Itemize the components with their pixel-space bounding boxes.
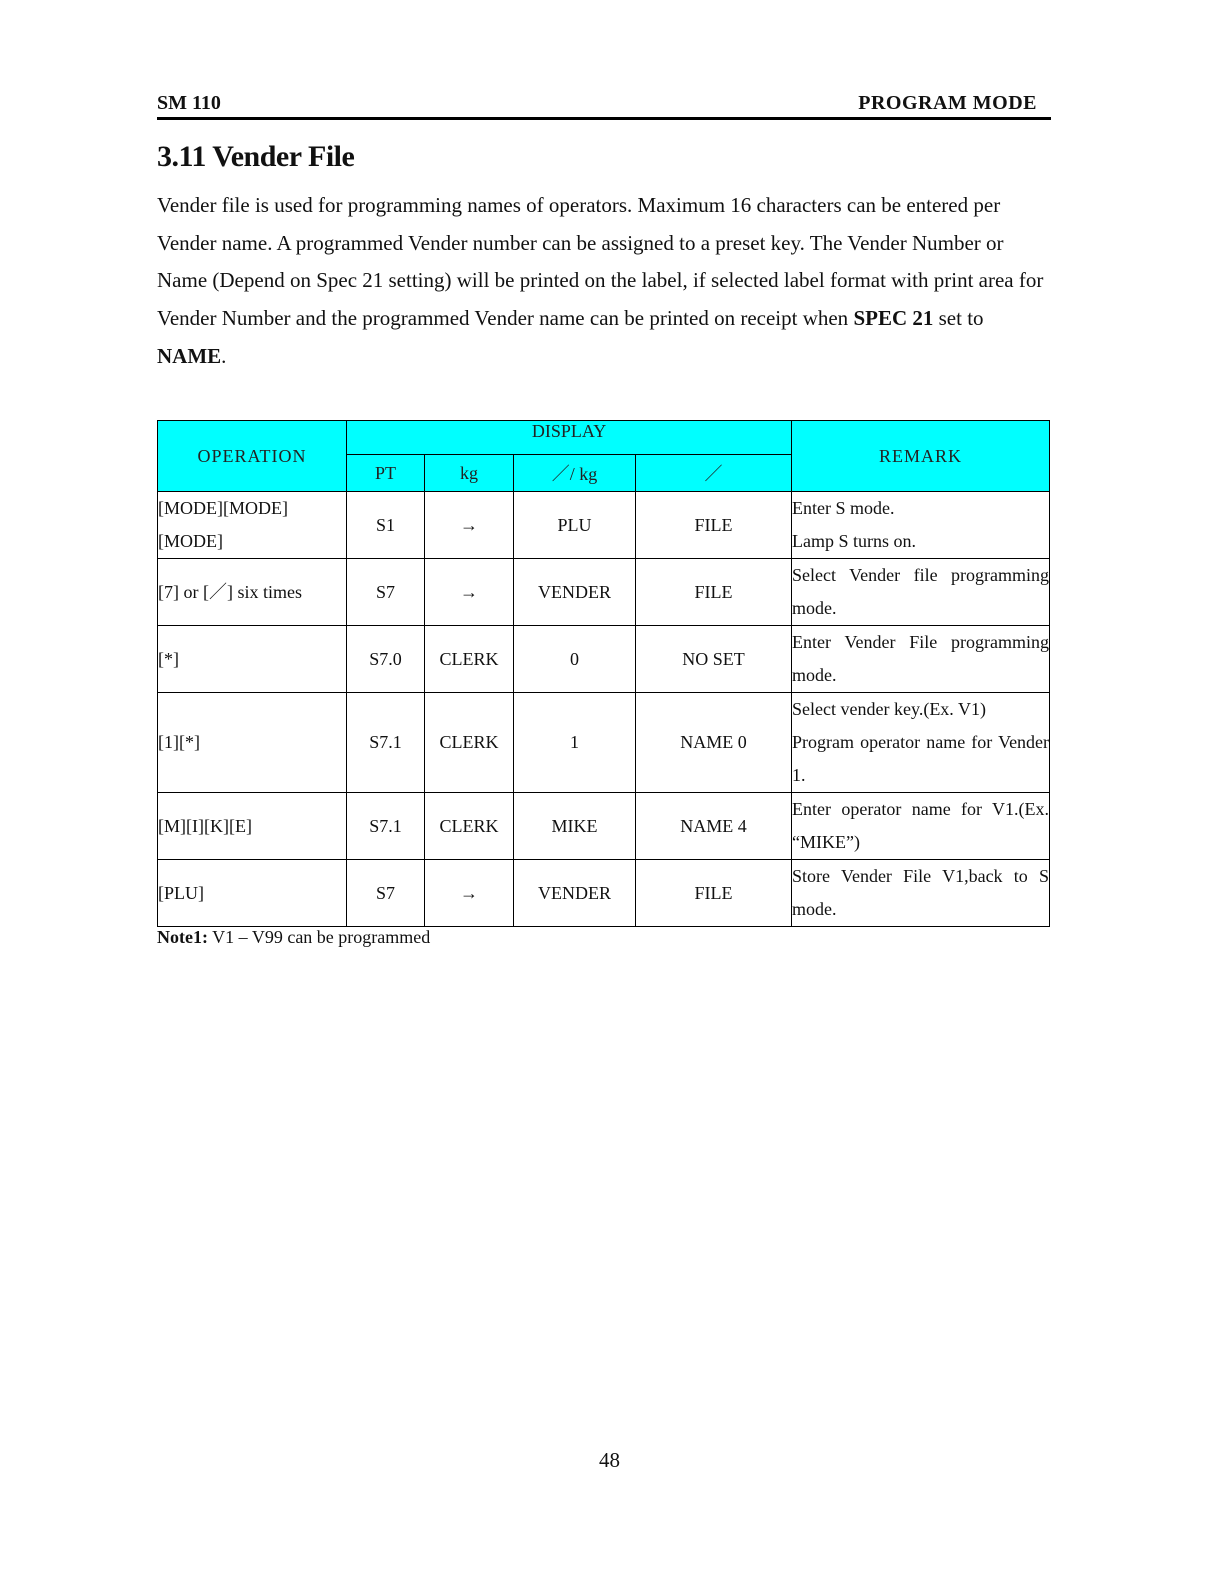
operation-line: [MODE] bbox=[158, 531, 223, 551]
header-model: SM 110 bbox=[157, 92, 221, 114]
operation-cell bbox=[158, 626, 347, 693]
per-kg-cell: MIKE bbox=[514, 793, 636, 860]
kg-cell: → bbox=[425, 492, 514, 559]
remark-line: Program operator name for Vender 1. bbox=[792, 732, 1050, 785]
remark-line: Enter operator name for V1.(Ex. “MIKE”) bbox=[792, 799, 1050, 852]
pt-cell: S7.0 bbox=[347, 626, 425, 693]
total-cell: NAME 0 bbox=[636, 693, 792, 793]
intro-bold-name: NAME bbox=[157, 343, 222, 368]
operation-cell bbox=[158, 793, 347, 860]
footnote-label: Note1: bbox=[157, 927, 208, 947]
remark-cell bbox=[792, 693, 1050, 793]
pt-cell: S7.1 bbox=[347, 793, 425, 860]
remark-line: Enter S mode. bbox=[792, 498, 895, 518]
total-cell: NO SET bbox=[636, 626, 792, 693]
footnote bbox=[157, 927, 430, 948]
remark-line: Enter Vender File programming mode. bbox=[792, 632, 1050, 685]
header-mode: PROGRAM MODE bbox=[858, 92, 1037, 114]
remark-line: Store Vender File V1,back to S mode. bbox=[792, 866, 1050, 919]
header-remark: REMARK bbox=[792, 421, 1050, 492]
header-display: DISPLAY bbox=[347, 421, 792, 455]
operation-cell bbox=[158, 693, 347, 793]
table-row bbox=[158, 860, 1050, 927]
remark-line: Lamp S turns on. bbox=[792, 531, 917, 551]
intro-paragraph bbox=[157, 187, 1051, 376]
total-cell: FILE bbox=[636, 492, 792, 559]
total-cell: NAME 4 bbox=[636, 793, 792, 860]
remark-line: Select Vender file programming mode. bbox=[792, 565, 1050, 618]
remark-cell bbox=[792, 559, 1050, 626]
pt-cell: S7.1 bbox=[347, 693, 425, 793]
table-header-row bbox=[158, 421, 1050, 455]
table-row bbox=[158, 559, 1050, 626]
operation-line: [M][I][K][E] bbox=[158, 815, 252, 836]
operation-cell bbox=[158, 860, 347, 927]
operation-cell bbox=[158, 492, 347, 559]
header-kg: kg bbox=[425, 455, 514, 492]
section-title: 3.11 Vender File bbox=[157, 140, 355, 173]
header-operation: OPERATION bbox=[158, 421, 347, 492]
pt-cell: S7 bbox=[347, 860, 425, 927]
pt-cell: S7 bbox=[347, 559, 425, 626]
operation-line: [7] or [／] six times bbox=[158, 581, 302, 602]
table-row bbox=[158, 693, 1050, 793]
operation-line: [*] bbox=[158, 648, 179, 669]
operation-line: [1][*] bbox=[158, 732, 200, 752]
header-total: ／ bbox=[636, 455, 792, 492]
remark-cell bbox=[792, 793, 1050, 860]
remark-cell bbox=[792, 626, 1050, 693]
table-row bbox=[158, 626, 1050, 693]
operation-line: [PLU] bbox=[158, 882, 204, 903]
intro-text-1: Vender file is used for programming names of operators. Maximum 16 characters can be entered per Vender name. A programmed Vender number can be assigned to a preset key. The Vender Number or Name (Depend on Spec 21 setting) will be printed on the label, if selected label format with print area for Vender Number and the programmed Vender name can be printed on receipt when bbox=[157, 193, 1044, 331]
per-kg-cell: VENDER bbox=[514, 860, 636, 927]
total-cell: FILE bbox=[636, 860, 792, 927]
per-kg-cell: VENDER bbox=[514, 559, 636, 626]
remark-cell bbox=[792, 860, 1050, 927]
remark-cell bbox=[792, 492, 1050, 559]
operation-cell bbox=[158, 559, 347, 626]
kg-cell: CLERK bbox=[425, 793, 514, 860]
per-kg-cell: 1 bbox=[514, 693, 636, 793]
kg-cell: CLERK bbox=[425, 693, 514, 793]
header-pt: PT bbox=[347, 455, 425, 492]
intro-text-3: . bbox=[221, 343, 227, 368]
pt-cell: S1 bbox=[347, 492, 425, 559]
page-number: 48 bbox=[599, 1448, 620, 1472]
table-row bbox=[158, 492, 1050, 559]
per-kg-cell: 0 bbox=[514, 626, 636, 693]
per-kg-cell: PLU bbox=[514, 492, 636, 559]
kg-cell: → bbox=[425, 860, 514, 927]
remark-line: Select vender key.(Ex. V1) bbox=[792, 699, 986, 719]
intro-bold-spec: SPEC 21 bbox=[853, 306, 934, 331]
kg-cell: → bbox=[425, 559, 514, 626]
table-row bbox=[158, 793, 1050, 860]
header-per-kg: ／/ kg bbox=[514, 455, 636, 492]
page-header bbox=[157, 90, 1051, 120]
operation-table bbox=[157, 420, 1050, 927]
intro-text-2: set to bbox=[933, 306, 984, 331]
kg-cell: CLERK bbox=[425, 626, 514, 693]
footnote-text: V1 – V99 can be programmed bbox=[207, 927, 431, 947]
total-cell: FILE bbox=[636, 559, 792, 626]
operation-line: [MODE][MODE] bbox=[158, 498, 288, 518]
